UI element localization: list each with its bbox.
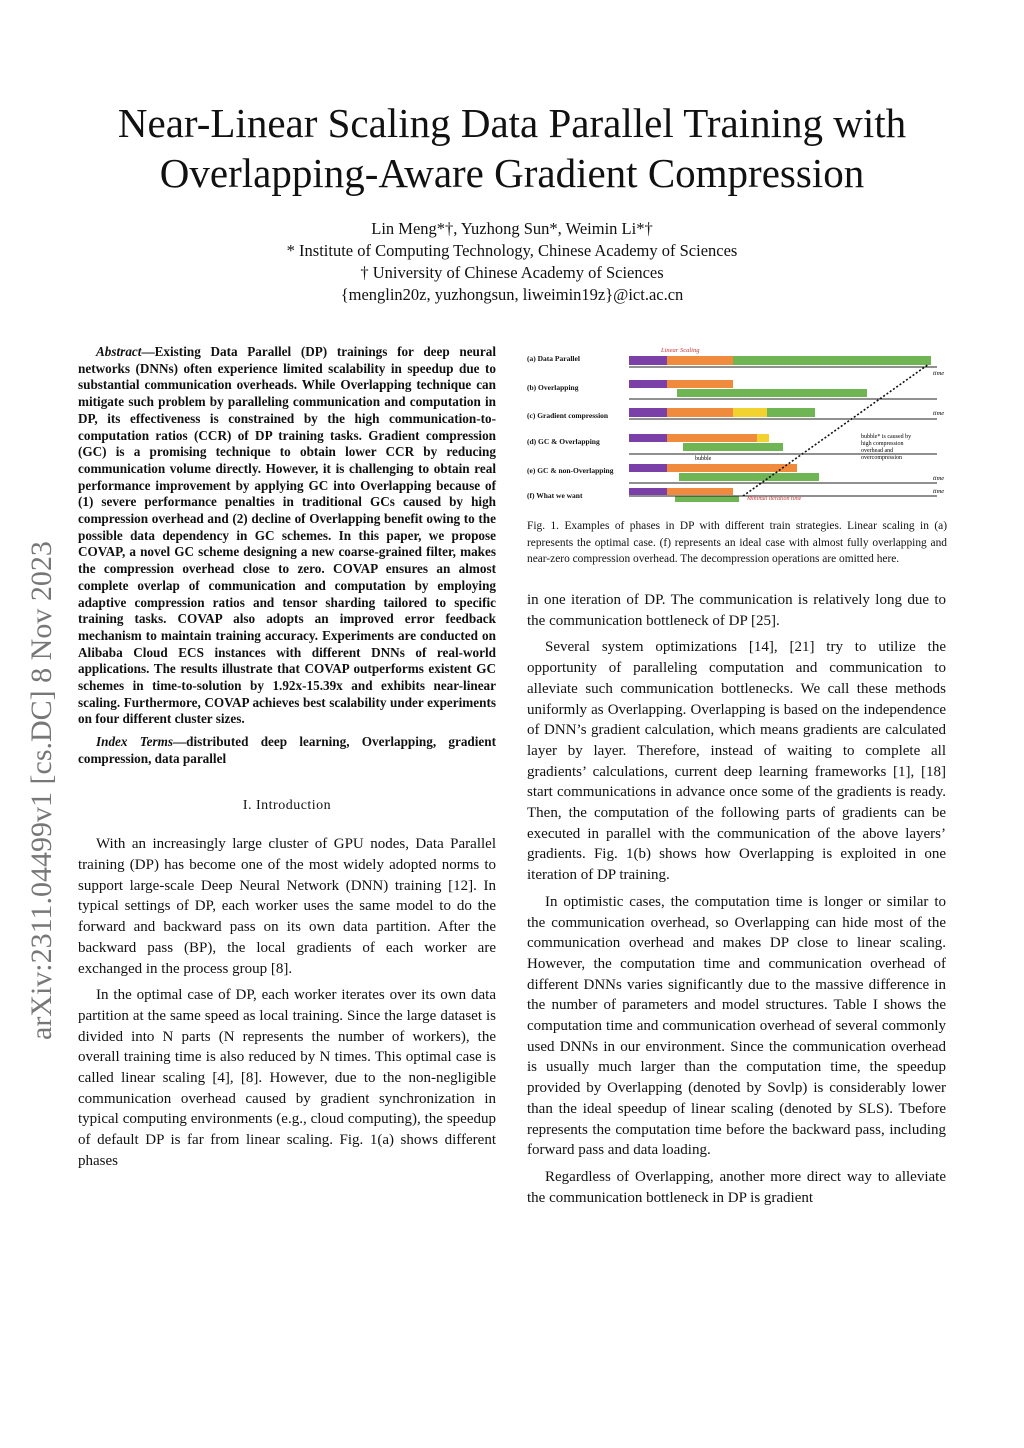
arxiv-id-text: arXiv:2311.04499v1 [cs.DC] 8 Nov 2023	[25, 541, 58, 1040]
right-paragraph-3: Regardless of Overlapping, another more direct way to alleviate the communication bottleneck in DP is gradient	[527, 1168, 946, 1206]
bar-c-comp	[667, 408, 733, 417]
abstract	[78, 344, 496, 728]
abstract-text: —Existing Data Parallel (DP) trainings for deep neural networks (DNNs) often experience limited scalability in speedup due to substantial communication overheads. While Overlapping technique can mitigate such problem by paralleling communication and computation in DP, its effectiveness is constrained by the high communication-to-computation ratios (CCR) of DP training tasks. Gradient compression (GC) is a promising technique to obtain lower CCR by reducing communication volume directly. However, it is challenging to obtain real performance improvement by applying GC into Overlapping because of (1) severe performance penalties in traditional GCs caused by high compression overhead and (2) decline of Overlapping benefit owing to the possible data dependency in GC schemes. In this paper, we propose COVAP, a novel GC scheme designing a new coarse-grained filter, makes the compression overhead close to zero. COVAP ensures an almost complete overlap of communication and computation by employing adaptive compression ratios and tensor sharding tailored to specific training tasks. COVAP also adopts an improved error feedback mechanism to maintain training accuracy. Experiments are conducted on Alibaba Cloud ECS instances with different DNNs of real-world applications. The results illustrate that COVAP outperforms existent GC schemes in time-to-solution by 1.92x-15.39x and exhibits near-linear scaling. Furthermore, COVAP achieves best scalability under experiments on four different cluster sizes.	[78, 344, 496, 727]
figure-1	[525, 344, 950, 504]
bar-d-comp	[667, 434, 757, 442]
bar-c-before	[629, 408, 667, 417]
bubble-label-d: bubble	[695, 456, 712, 462]
fig-note-1: bubble* is caused by	[861, 434, 912, 440]
intro-paragraph-2: In the optimal case of DP, each worker iterates over its own data partition at the same speed as local training. Since the large dataset is divided into N parts (N represents the number of workers), the overall training time is also reduced by N times. This optimal case is called linear scaling [4], [8]. However, due to the non-negligible communication overhead caused by gradient synchronization in typical computing environments (e.g., cloud computing), the speedup of default DP is far from linear scaling. Fig. 1(a) shows different phases	[78, 987, 496, 1169]
bar-d-compress	[757, 434, 769, 442]
title-line-1: Near-Linear Scaling Data Parallel Training with	[117, 100, 907, 146]
index-terms-text: —distributed deep learning, Overlapping, gradient compression, data parallel	[78, 734, 496, 766]
fig-note-2: high compression	[861, 441, 904, 447]
bar-b-comp	[667, 380, 733, 388]
section-heading: I. Introduction	[242, 797, 332, 813]
fig-row-label-b: (b) Overlapping	[527, 383, 579, 392]
abstract-label: Abstract	[96, 344, 142, 359]
left-column	[78, 344, 496, 1178]
time-label-c: time	[933, 410, 945, 417]
bar-a-comp	[667, 356, 733, 365]
right-paragraph-0: in one iteration of DP. The communication is relatively long due to the communication bottleneck of DP [25].	[527, 592, 946, 629]
time-label-a: time	[933, 370, 945, 377]
bar-e-comp	[667, 464, 797, 472]
figure-caption: Fig. 1. Examples of phases in DP with different train strategies. Linear scaling in (a) represents the optimal case. (f) represents an ideal case with almost fully overlapping and near-zero compression overhead. The decompression operations are omitted here.	[527, 520, 947, 565]
affiliation-2: † University of Chinese Academy of Sciences	[360, 263, 664, 282]
index-terms-label: Index Terms	[96, 734, 173, 750]
bar-b-before	[629, 380, 667, 388]
bar-f-comm	[675, 496, 739, 502]
bar-f-before	[629, 488, 667, 495]
affiliation-1: * Institute of Computing Technology, Chinese Academy of Sciences	[286, 241, 738, 260]
bar-d-before	[629, 434, 667, 442]
bar-c-compress	[733, 408, 767, 417]
title-line-2: Overlapping-Aware Gradient Compression	[159, 150, 865, 196]
author-block	[160, 218, 864, 306]
linear-scaling-label: Linear Scaling	[661, 347, 700, 354]
time-label-e: time	[933, 475, 945, 482]
bar-d-comm	[683, 443, 783, 451]
bar-a-comm	[733, 356, 931, 365]
bar-e-comm	[679, 473, 819, 481]
intro-paragraph-1: With an increasingly large cluster of GPU nodes, Data Parallel training (DP) has become one of the most widely adopted norms to support large-scale Deep Neural Network (DNN) training [12]. In typical settings of DP, each worker uses the same model to do the forward and backward pass on its own data partition. After the backward pass (BP), the local gradients of each worker are exchanged in the process group [8].	[78, 836, 496, 977]
fig-note-3: overhead and	[861, 448, 894, 454]
paper-title	[60, 98, 964, 198]
bar-b-comm	[677, 389, 867, 397]
fig-row-label-e: (e) GC & non-Overlapping	[527, 466, 614, 475]
bar-c-comm	[767, 408, 815, 417]
fig-note-4: overcompression	[861, 455, 902, 461]
time-label-f: time	[933, 488, 945, 495]
right-paragraph-2: In optimistic cases, the computation time is longer or similar to the communication overhead, so Overlapping can hide most of the communication overhead and makes DP close to linear scaling. However, the computation time and communication overhead of different DNNs varies significantly due to the massive difference in the number of parameters and model structures. Table I shows the computation time and communication overhead of several commonly used DNNs in our environment. Since the communication overhead is usually much larger than the computation time, the speedup provided by Overlapping (denoted by Sovlp) is considerably lower than the ideal speedup of linear scaling (denoted by SLS). Tbefore represents the computation time before the backward pass, including forward pass and data loading.	[527, 893, 946, 1159]
fig-row-label-c: (c) Gradient compression	[527, 411, 609, 420]
index-terms	[78, 734, 496, 767]
emails: {menglin20z, yuzhongsun, liweimin19z}@ict.ac.cn	[340, 285, 684, 304]
right-paragraph-1: Several system optimizations [14], [21] try to utilize the opportunity of paralleling computation and communication to alleviate such communication bottlenecks. We call these methods uniformly as Overlapping. Overlapping is based on the independence of DNN’s gradient calculation, which means gradients are calculated layer by layer. Therefore, instead of waiting to complete all gradients’ calculations, current deep learning frameworks [1], [18] start communications in advance once some of the gradients is ready. Then, the computation of the following parts of gradients can be executed in parallel with the communication of the above layers’ gradients. Fig. 1(b) shows how Overlapping is exploited in one iteration of DP training.	[527, 639, 946, 884]
right-column	[527, 590, 946, 1214]
bar-a-before	[629, 356, 667, 365]
minimal-iteration-label: Minimal iteration time	[747, 496, 802, 502]
bar-e-before	[629, 464, 667, 472]
fig-row-label-a: (a) Data Parallel	[527, 354, 580, 363]
bar-f-comp	[667, 488, 733, 495]
fig-row-label-d: (d) GC & Overlapping	[527, 437, 600, 446]
arxiv-identifier	[6, 450, 66, 1050]
authors: Lin Meng*†, Yuzhong Sun*, Weimin Li*†	[371, 219, 653, 238]
fig-row-label-f: (f) What we want	[527, 491, 583, 500]
